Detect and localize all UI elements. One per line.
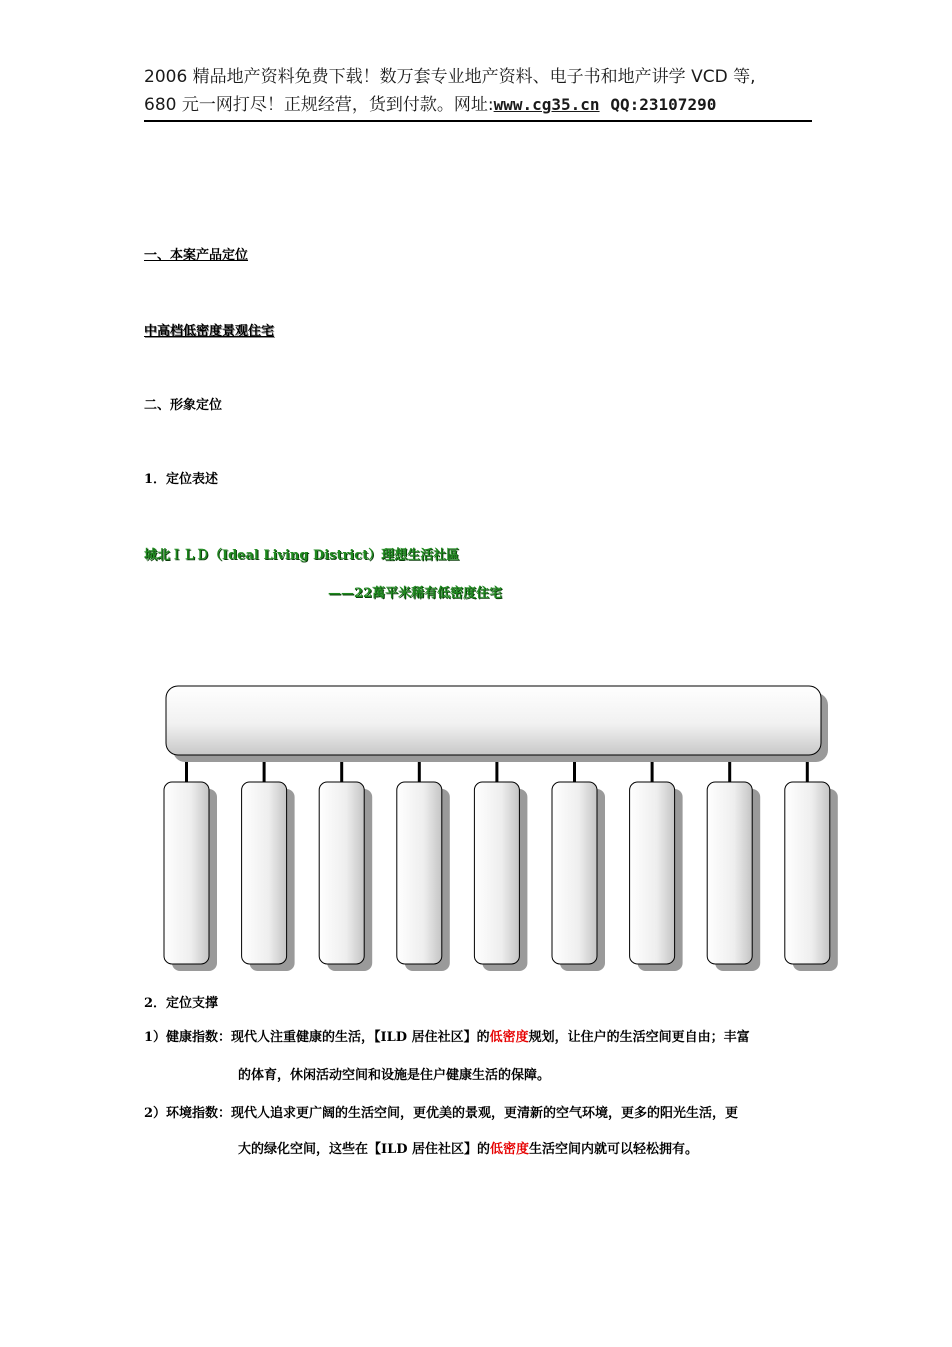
highlight-low-density: 低密度	[489, 1030, 529, 1045]
support-item-environment	[144, 1104, 738, 1124]
org-chart-child-box	[552, 782, 597, 964]
support-text: 规划，让住户的生活空间更自由；丰富	[528, 1030, 750, 1045]
support-item-environment-line2	[238, 1140, 698, 1160]
qq-number: QQ:23107290	[610, 95, 717, 114]
support-text: 生活空间内就可以轻松拥有。	[529, 1142, 699, 1157]
section1-heading: 一、本案产品定位	[144, 248, 249, 263]
section2-heading: 二、形象定位	[144, 398, 223, 413]
support-text: 大的绿化空间，这些在【ILD 居住社区】的	[238, 1142, 491, 1157]
org-chart-child-box	[785, 782, 830, 964]
org-chart-child-box	[242, 782, 287, 964]
org-chart-children	[164, 762, 838, 971]
support-label-health: 1）健康指数：	[144, 1030, 232, 1045]
org-chart-child-box	[164, 782, 209, 964]
slogan-line-2: ——22萬平米稀有低密度住宅	[328, 586, 503, 601]
positioning-statement-heading: 1．定位表述	[144, 472, 219, 487]
org-chart-child-box	[707, 782, 752, 964]
header-line-1: 2006 精品地产资料免费下载！数万套专业地产资料、电子书和地产讲学 VCD 等,	[144, 67, 756, 87]
slogan-line-1: 城北ＩＬＤ（Ideal Living District）理想生活社區	[144, 548, 460, 563]
support-label-environment: 2）环境指数：	[144, 1106, 232, 1121]
website-link[interactable]: www.cg35.cn	[493, 95, 600, 114]
highlight-low-density: 低密度	[490, 1142, 530, 1157]
support-item-health	[144, 1028, 750, 1048]
support-text: 现代人注重健康的生活，【ILD 居住社区】的	[231, 1030, 490, 1045]
org-chart-child-box	[630, 782, 675, 964]
support-text: 现代人追求更广阔的生活空间，更优美的景观，更清新的空气环境，更多的阳光生活，更	[231, 1106, 739, 1121]
positioning-support-heading: 2．定位支撑	[144, 996, 219, 1011]
org-chart-child-box	[474, 782, 519, 964]
org-chart-top-box	[166, 686, 828, 762]
org-chart-child-box	[319, 782, 364, 964]
support-item-health-line2: 的体育，休闲活动空间和设施是住户健康生活的保障。	[238, 1068, 551, 1083]
org-chart-child-box	[397, 782, 442, 964]
header-line-2-prefix: 680 元一网打尽！正规经营，货到付款。网址:	[144, 95, 494, 115]
product-positioning: 中高档低密度景观住宅	[144, 324, 275, 339]
